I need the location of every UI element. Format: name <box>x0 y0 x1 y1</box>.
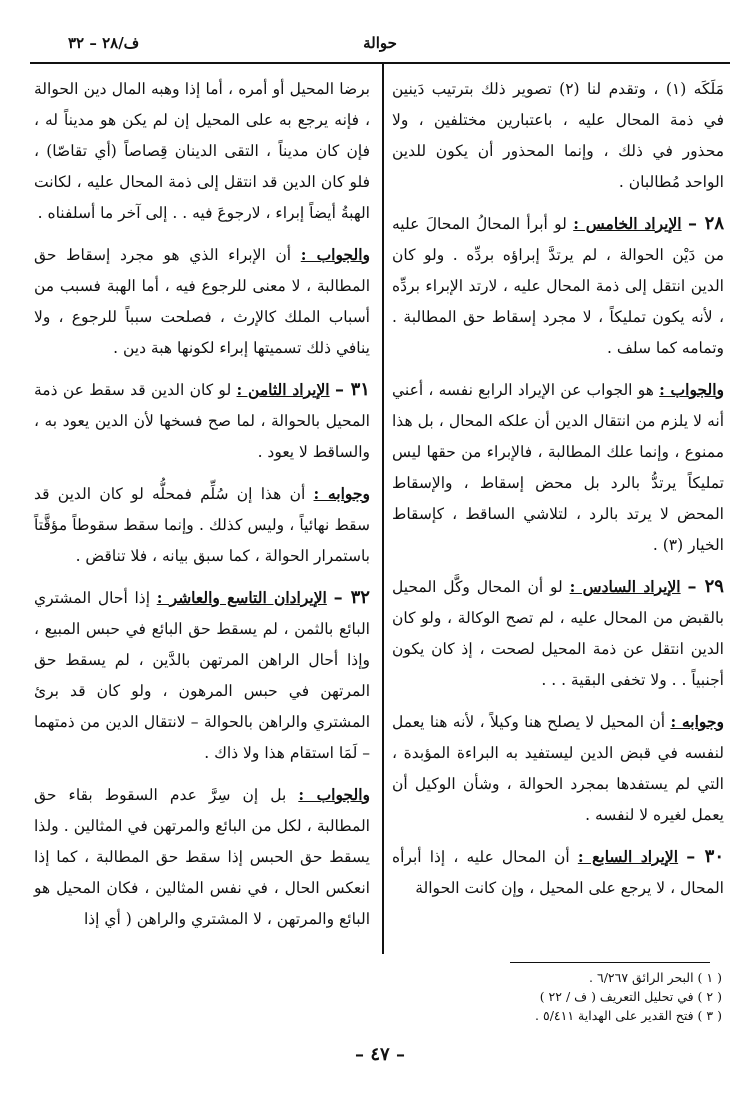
paragraph: ٣٠ – الإيراد السابع : أن المحال عليه ، إذا أبرأه المحال ، لا يرجع على المحيل ، وإن كانت الحوالة <box>392 846 724 897</box>
paragraph: ٢٩ – الإيراد السادس : لو أن المحال وكَّل المحيل بالقبض من المحال عليه ، لم تصح الوكالة ، ولو كان الدين انتقل عن ذمة المحيل لصحت ، إذ كان يكون أجنبياً . . ولا تخفى البقية . . . <box>392 576 724 689</box>
column-divider <box>382 64 384 954</box>
footnote: ( ٣ ) فتح القدير على الهداية ٥/٤١١ . <box>535 1008 722 1023</box>
right-column <box>392 74 724 914</box>
paragraph: وجوابه : أن هذا إن سُلِّم فمحلُّه لو كان الدين قد سقط نهائياً ، وليس كذلك . وإنما سقط سقوطاً مؤقَّتاً باستمرار الحوالة ، كما سبق بيانه ، فلا تناقض . <box>34 484 370 565</box>
left-column <box>34 74 370 945</box>
paragraph: ٣١ – الإيراد الثامن : لو كان الدين قد سقط عن ذمة المحيل بالحوالة ، لما صح فسخها لأن الدين يعود به ، والساقط لا يعود . <box>34 379 370 461</box>
footnote-rule <box>510 962 710 963</box>
page-number: – ٤٧ – <box>355 1044 405 1065</box>
paragraph: ٢٨ – الإيراد الخامس : لو أبرأ المحالُ المحالَ عليه من دَيْن الحوالة ، لم يرتدَّ إبراؤه بردِّه . ولو كان الدين انتقل إلى ذمة المحال عليه ، لارتد الإبراء بردِّه ، لأنه يكون تمليكاً ، لا مجرد إسقاط حق المطالبة . وتمامه كما سلف . <box>392 213 724 357</box>
paragraph: والجواب : أن الإبراء الذي هو مجرد إسقاط حق المطالبة ، لا معنى للرجوع فيه ، أما الهبة فسبب من أسباب الملك كالإرث ، فصلحت سبباً للرجوع ، ولا ينافي ذلك تسميتها إبراء لكونها هبة دين . <box>34 245 370 357</box>
footnote: ( ٢ ) في تحليل التعريف ( ف / ٢٢ ) <box>539 989 722 1004</box>
header-running-title: حوالة <box>363 34 397 52</box>
header-rule <box>30 62 730 64</box>
paragraph: ٣٢ – الإيرادان التاسع والعاشر : إذا أحال المشتري البائع بالثمن ، لم يسقط حق البائع في حبس المبيع ، وإذا أحال الراهن المرتهن بالدَّين ، لم يسقط حق المرتهن في حبس المرهون ، ولو كان قد برئ المشتري والراهن بالحوالة – لانتقال الدين من ذمتهما – لَمَا استقام هذا ولا ذاك . <box>34 587 370 762</box>
footnotes <box>392 968 722 1025</box>
paragraph: مَلَكَه (١) ، وتقدم لنا (٢) تصوير ذلك بترتيب دَينين في ذمة المحال عليه ، باعتبارين مختلفين ، ولا محذور في ذلك ، وإنما المحذور أن يكون للدين الواحد مُطالبان . <box>392 80 724 191</box>
paragraph: والجواب : بل إن سِرَّ عدم السقوط بقاء حق المطالبة ، لكل من البائع والمرتهن في المثالين . ولذا يسقط حق الحبس إذا سقط حق المطالبة ، كما إذا انعكس الحال ، في نفس المثالين ، فكان المحيل هو البائع والمرتهن ، لا المشتري والراهن ( أي إذا <box>34 785 370 928</box>
footnote: ( ١ ) البحر الرائق ٦/٢٦٧ . <box>589 970 722 985</box>
paragraph: وجوابه : أن المحيل لا يصلح هنا وكيلاً ، لأنه هنا يعمل لنفسه في قبض الدين ليستفيد به البراءة المؤبدة ، التي لم يستفدها بمجرد الحوالة ، وشأن الوكيل أن يعمل لغيره لا لنفسه . <box>392 712 725 824</box>
paragraph: والجواب : هو الجواب عن الإيراد الرابع نفسه ، أعني أنه لا يلزم من انتقال الدين أن علكه المحال ، بل هذا ممنوع ، وإنما علك المطالبة ، فالإبراء من حقها ليس تمليكاً يرتدُّ بالرد بل محض إسقاط ، والإسقاط المحض لا يرتد بالرد ، لتلاشي الساقط ، كإسقاط الخيار (٣) . <box>392 380 724 554</box>
header-part-range: ف/٢٨ – ٣٢ <box>68 34 140 52</box>
paragraph: برضا المحيل أو أمره ، أما إذا وهبه المال دين الحوالة ، فإنه يرجع به على المحيل إن لم يكن هو مديناً له ، فإن كان مديناً ، التقى الدينان قِصاصاً (أي تقاصّا) ، فلو كان الدين قد انتقل إلى ذمة المحال عليه ، لكانت الهبةُ أيضاً إبراء ، لارجوعَ فيه . . إلى آخر ما أسلفناه . <box>34 80 370 222</box>
